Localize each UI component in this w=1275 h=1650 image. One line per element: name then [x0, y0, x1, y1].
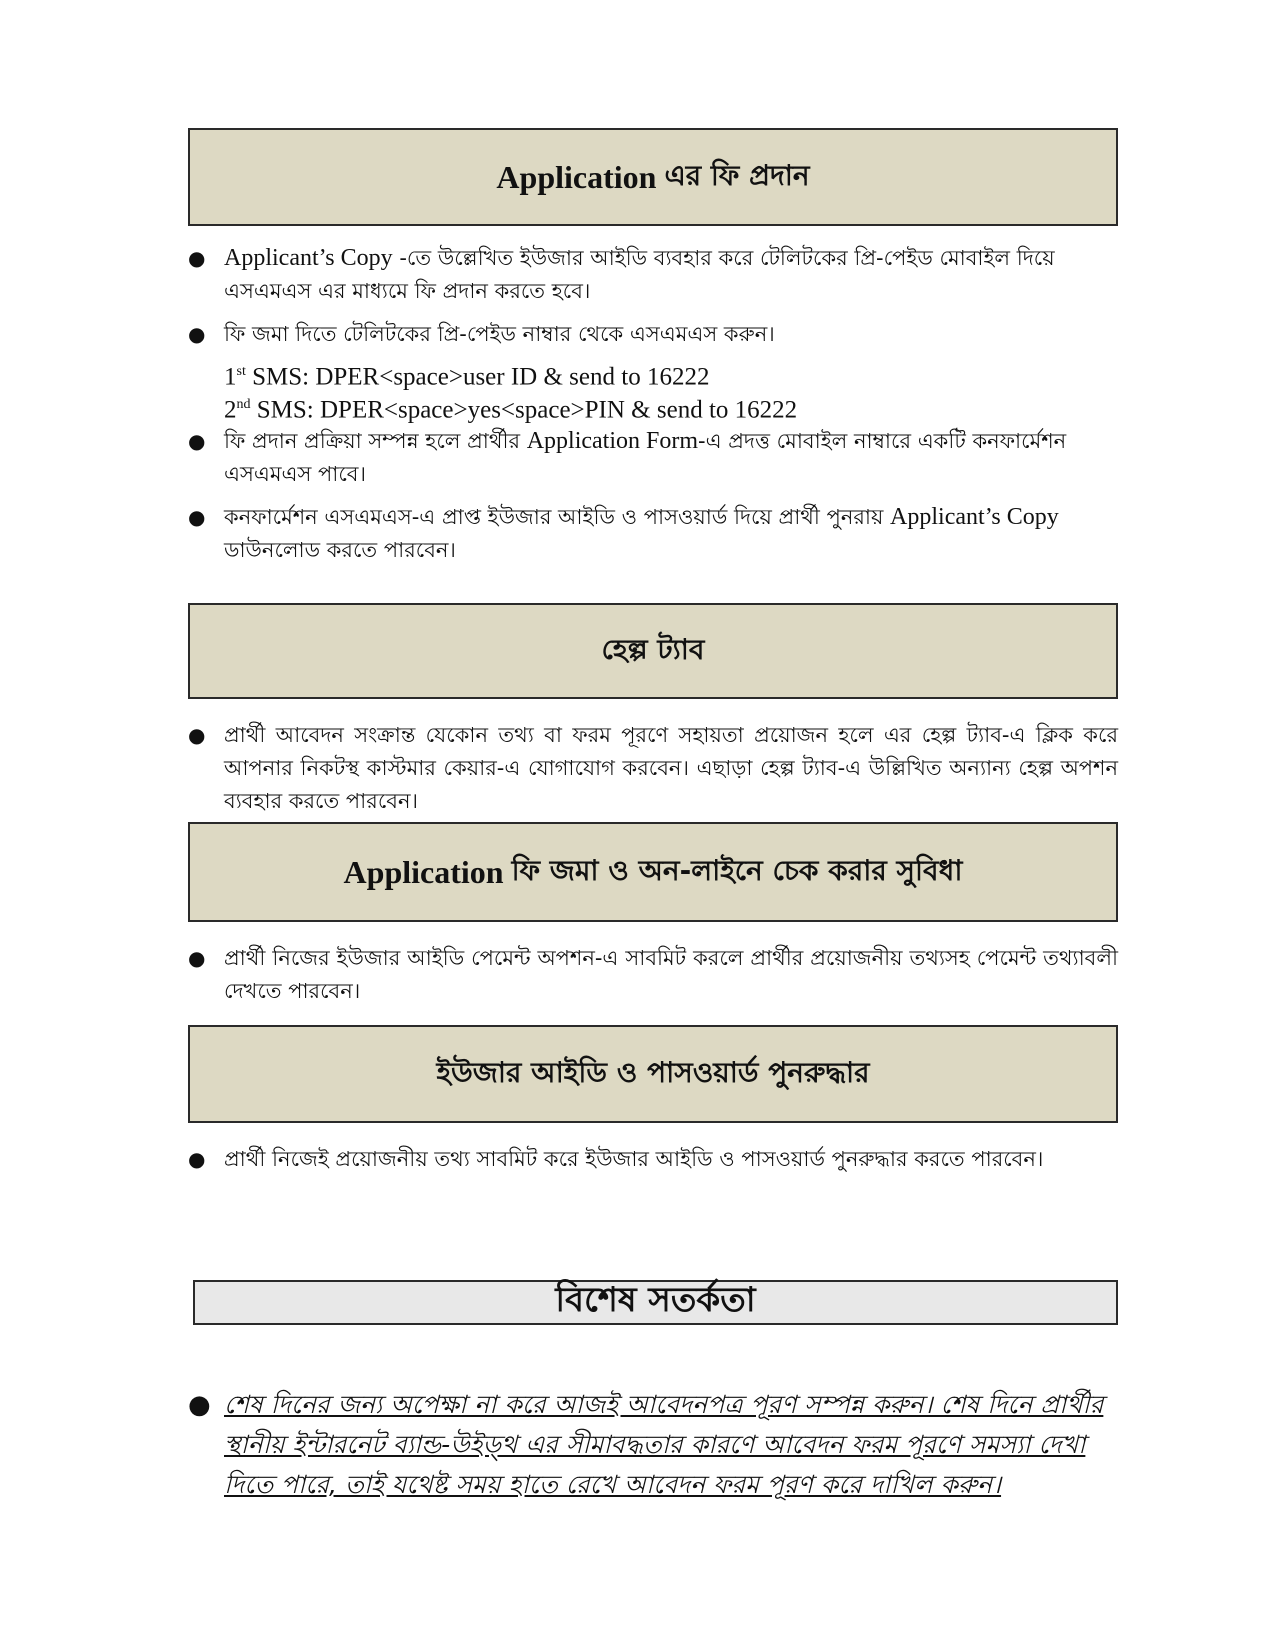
- sms-line-2: 2nd SMS: DPER<space>yes<space>PIN & send to 16222: [224, 396, 798, 424]
- bullet-icon: ●: [188, 946, 206, 970]
- help-list: [188, 719, 1118, 828]
- bullet-icon: ●: [188, 246, 206, 270]
- bullet-icon: ●: [188, 505, 206, 529]
- recover-section-heading: ইউজার আইডি ও পাসওয়ার্ড পুনরুদ্ধার: [188, 1025, 1118, 1123]
- fee-section-heading: [188, 128, 1118, 226]
- bullet-icon: ●: [188, 1390, 211, 1420]
- bullet-icon: ●: [188, 1147, 206, 1171]
- sms-line-1: 1st SMS: DPER<space>user ID & send to 16222: [224, 363, 710, 391]
- help-section-heading: হেল্প ট্যাব: [188, 603, 1118, 699]
- bullet-icon: ●: [188, 723, 206, 747]
- fee-list-bottom: [188, 425, 1118, 577]
- list-item: ● কনফার্মেশন এসএমএস-এ প্রাপ্ত ইউজার আইডি ও পাসওয়ার্ড দিয়ে প্রার্থী পুনরায় Applicant’s Copy ডাউনলোড করতে পারবেন।: [188, 501, 1118, 567]
- fee-heading-en: Application: [496, 158, 657, 195]
- list-item: ● প্রার্থী নিজের ইউজার আইডি পেমেন্ট অপশন-এ সাবমিট করলে প্রার্থীর প্রয়োজনীয় তথ্যসহ পেমেন্ট তথ্যাবলী দেখতে পারবেন।: [188, 942, 1118, 1008]
- list-item: ● প্রার্থী আবেদন সংক্রান্ত যেকোন তথ্য বা ফরম পূরণে সহায়তা প্রয়োজন হলে এর হেল্প ট্যাব-এ ক্লিক করে আপনার নিকটস্থ কাস্টমার কেয়ার-এ যোগাযোগ করবেন। এছাড়া হেল্প ট্যাব-এ উল্লিখিত অন্যান্য হেল্প অপশন ব্যবহার করতে পারবেন।: [188, 719, 1118, 818]
- list-item: ● প্রার্থী নিজেই প্রয়োজনীয় তথ্য সাবমিট করে ইউজার আইডি ও পাসওয়ার্ড পুনরুদ্ধার করতে পারবেন।: [188, 1143, 1118, 1176]
- check-section-heading: Application ফি জমা ও অন-লাইনে চেক করার সুবিধা: [188, 822, 1118, 922]
- fee-heading-bn: এর ফি প্রদান: [664, 158, 810, 192]
- list-item: ● Applicant’s Copy -তে উল্লেখিত ইউজার আইডি ব্যবহার করে টেলিটকের প্রি-পেইড মোবাইল দিয়ে এসএমএস এর মাধ্যমে ফি প্রদান করতে হবে।: [188, 242, 1118, 308]
- fee-list-top: [188, 242, 1118, 361]
- check-list: [188, 942, 1118, 1018]
- list-item: ● ফি প্রদান প্রক্রিয়া সম্পন্ন হলে প্রার্থীর Application Form-এ প্রদত্ত মোবাইল নাম্বারে একটি কনফার্মেশন এসএমএস পাবে।: [188, 425, 1118, 491]
- recover-list: [188, 1143, 1118, 1186]
- bullet-icon: ●: [188, 322, 206, 346]
- list-item: ● শেষ দিনের জন্য অপেক্ষা না করে আজই আবেদনপত্র পূরণ সম্পন্ন করুন। শেষ দিনে প্রার্থীর স্থানীয় ইন্টারনেট ব্যান্ড-উইড্থ এর সীমাবদ্ধতার কারণে আবেদন ফরম পূরণে সমস্যা দেখা দিতে পারে, তাই যথেষ্ট সময় হাতে রেখে আবেদন ফরম পূরণ করে দাখিল করুন।: [188, 1385, 1118, 1505]
- warning-list: [188, 1385, 1118, 1515]
- warning-heading: বিশেষ সতর্কতা: [193, 1280, 1118, 1325]
- bullet-icon: ●: [188, 429, 206, 453]
- list-item: ● ফি জমা দিতে টেলিটকের প্রি-পেইড নাম্বার থেকে এসএমএস করুন।: [188, 318, 1118, 351]
